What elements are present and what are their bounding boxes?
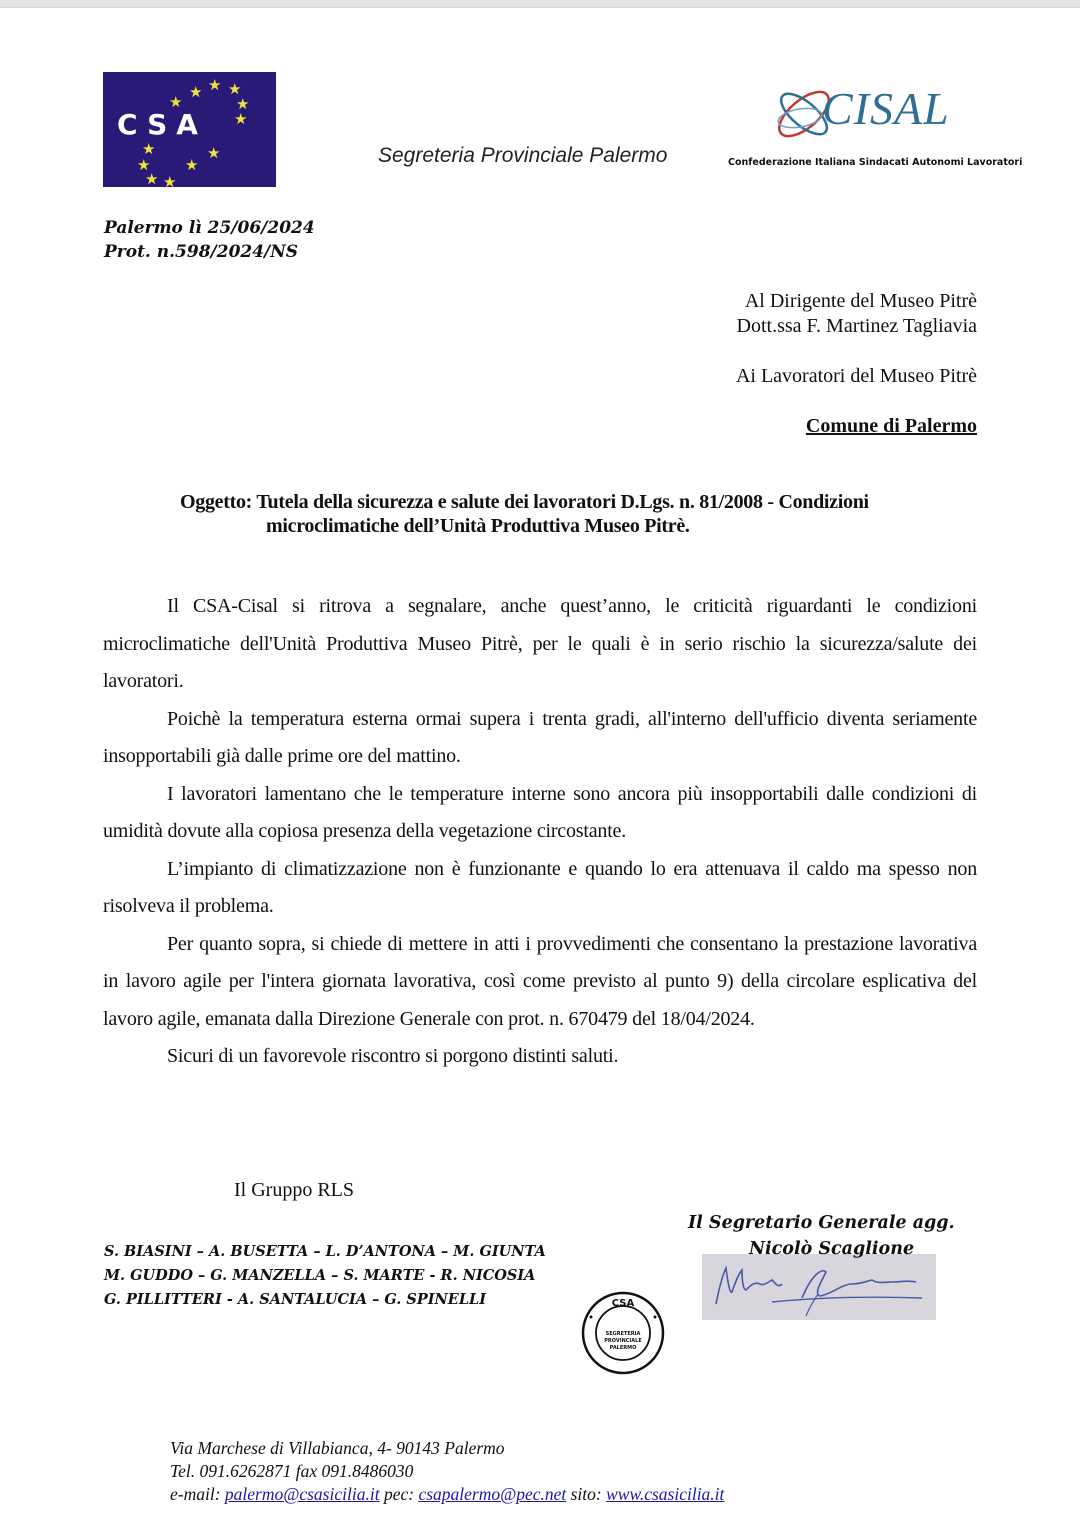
segreteria-heading: Segreteria Provinciale Palermo — [378, 144, 668, 167]
star-icon: ★ — [189, 85, 203, 101]
recipients-block — [736, 289, 977, 389]
recipient-line: Ai Lavoratori del Museo Pitrè — [735, 365, 977, 387]
body-paragraph: L’impianto di climatizzazione non è funzionante e quando lo era attenuava il caldo ma spesso non risolveva il problema. — [103, 857, 977, 917]
star-icon: ★ — [145, 172, 159, 187]
body-paragraph: Sicuri di un favorevole riscontro si porgono distinti saluti. — [167, 1045, 619, 1067]
rls-names — [104, 1240, 546, 1312]
rls-names-line: S. BIASINI – A. BUSETTA – L. D’ANTONA – M. GIUNTA — [104, 1243, 546, 1260]
footer-phone: Tel. 091.6262871 fax 091.8486030 — [170, 1461, 414, 1481]
footer-address: Via Marchese di Villabianca, 4- 90143 Palermo — [170, 1438, 505, 1458]
stamp-line: SEGRETERIA — [605, 1331, 641, 1337]
star-icon: ★ — [169, 95, 183, 111]
recipient-line: Dott.ssa F. Martinez Tagliavia — [736, 315, 977, 337]
pec-label: pec: — [379, 1484, 419, 1504]
csa-stamp — [581, 1291, 665, 1375]
cisal-logo — [770, 80, 970, 150]
recipient-line: Al Dirigente del Museo Pitrè — [744, 290, 977, 312]
csa-logo-text: CSA — [117, 108, 207, 141]
subject-line: microclimatiche dell’Unità Produttiva Museo Pitrè. — [266, 515, 690, 537]
body-paragraph: Il CSA-Cisal si ritrova a segnalare, anche quest’anno, le criticità riguardanti le condizioni microclimatiche dell'Unità Produttiva Museo Pitrè, per le quali è in serio rischio la sicurezza/salute dei lavoratori. — [103, 595, 977, 692]
site-label: sito: — [566, 1484, 607, 1504]
secretary-name: Nicolò Scaglione — [749, 1239, 915, 1259]
star-icon: ★ — [207, 146, 221, 162]
pec-link[interactable]: csapalermo@pec.net — [418, 1484, 567, 1504]
footer-contacts — [170, 1437, 724, 1506]
stamp-top-text: CSA — [611, 1298, 635, 1309]
secretary-title: Il Segretario Generale agg. — [688, 1213, 955, 1233]
star-icon: ★ — [228, 82, 242, 98]
email-link[interactable]: palermo@csasicilia.it — [224, 1484, 380, 1504]
stamp-line: PALERMO — [609, 1345, 637, 1351]
handwritten-signature — [702, 1254, 936, 1320]
secretary-block — [688, 1210, 955, 1262]
csa-logo — [103, 72, 276, 187]
letter-body — [103, 588, 977, 1076]
rls-names-line: M. GUDDO – G. MANZELLA – S. MARTE - R. NICOSIA — [104, 1267, 536, 1284]
rls-group-label: Il Gruppo RLS — [234, 1179, 354, 1201]
cisal-logo-text: CISAL — [822, 83, 950, 134]
rls-names-line: G. PILLITTERI - A. SANTALUCIA – G. SPINELLI — [104, 1291, 487, 1308]
date-protocol-block — [104, 216, 315, 264]
star-icon: ★ — [185, 158, 199, 174]
star-icon: ★ — [234, 112, 248, 128]
star-icon: ★ — [142, 142, 156, 158]
recipient-comune: Comune di Palermo — [805, 415, 977, 437]
star-icon: ★ — [236, 97, 250, 113]
body-paragraph: Poichè la temperatura esterna ormai supera i trenta gradi, all'interno dell'ufficio diventa seriamente insopportabili già dalle prime ore del mattino. — [103, 707, 977, 767]
footer-links — [170, 1483, 724, 1506]
star-icon: ★ — [163, 175, 177, 187]
subject-line: Oggetto: Tutela della sicurezza e salute dei lavoratori D.Lgs. n. 81/2008 - Condizioni — [180, 491, 869, 513]
body-paragraph: Per quanto sopra, si chiede di mettere in atti i provvedimenti che consentano la prestazione lavorativa in lavoro agile per l'intera giornata lavorativa, così come previsto al punto 9) della circolare esplicativa del lavoro agile, emanata dalla Direzione Generale con prot. n. 670479 del 18/04/2024. — [103, 932, 977, 1030]
stamp-seal-icon — [581, 1291, 665, 1375]
body-paragraph: I lavoratori lamentano che le temperature interne sono ancora più insopportabili dalle condizioni di umidità dovute alla copiosa presenza della vegetazione circostante. — [103, 782, 977, 842]
star-icon: ★ — [137, 158, 151, 174]
stamp-line: PROVINCIALE — [604, 1338, 642, 1344]
email-label: e-mail: — [170, 1484, 225, 1504]
subject-block — [180, 490, 980, 538]
signature-scribble-icon — [702, 1254, 936, 1320]
star-icon: ★ — [208, 78, 222, 94]
viewer-top-bar — [0, 0, 1080, 8]
cisal-subtitle: Confederazione Italiana Sindacati Autonomi Lavoratori — [728, 157, 1023, 168]
protocol-line: Prot. n.598/2024/NS — [104, 242, 299, 262]
date-line: Palermo lì 25/06/2024 — [104, 218, 315, 238]
website-link[interactable]: www.csasicilia.it — [606, 1484, 725, 1504]
